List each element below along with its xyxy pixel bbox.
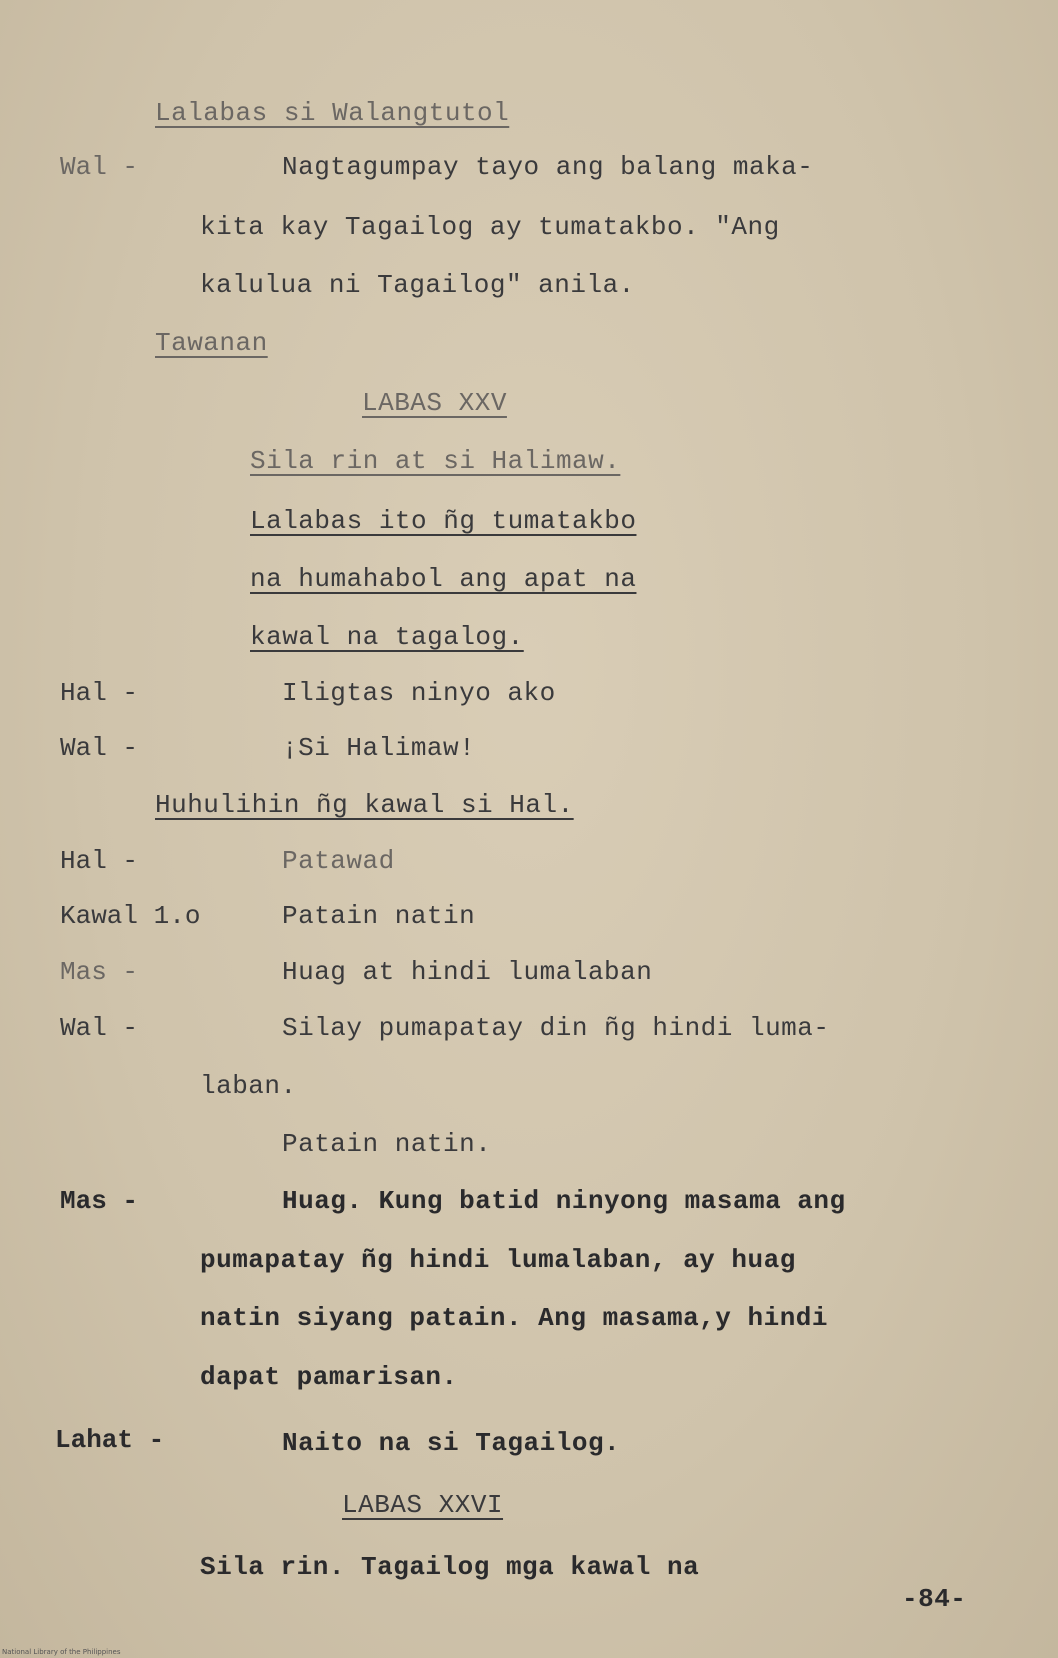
speaker-label: Wal - xyxy=(60,152,139,182)
dialogue-line: natin siyang patain. Ang masama,y hindi xyxy=(200,1303,828,1333)
dialogue-line: Iligtas ninyo ako xyxy=(282,678,556,708)
stage-direction: kawal na tagalog. xyxy=(250,622,524,652)
speaker-label: Wal - xyxy=(60,733,139,763)
dialogue-line: ¡Si Halimaw! xyxy=(282,733,476,763)
stage-direction: Lalabas ito ñg tumatakbo xyxy=(250,506,637,536)
speaker-label: Kawal 1.o xyxy=(60,901,201,931)
speaker-label: Hal - xyxy=(60,678,139,708)
dialogue-line: laban. xyxy=(200,1071,297,1101)
dialogue-line: Patain natin. xyxy=(282,1129,492,1159)
dialogue-line: pumapatay ñg hindi lumalaban, ay huag xyxy=(200,1245,796,1275)
speaker-label: Hal - xyxy=(60,846,139,876)
speaker-label: Lahat - xyxy=(55,1425,165,1455)
dialogue-line: Patawad xyxy=(282,846,395,876)
dialogue-line: Huag. Kung batid ninyong masama ang xyxy=(282,1186,846,1216)
dialogue-line: kalulua ni Tagailog" anila. xyxy=(200,270,635,300)
speaker-label: Mas - xyxy=(60,1186,139,1216)
dialogue-line: Naito na si Tagailog. xyxy=(282,1428,621,1458)
dialogue-line: Huag at hindi lumalaban xyxy=(282,957,653,987)
dialogue-line: Patain natin xyxy=(282,901,476,931)
stage-direction: Tawanan xyxy=(155,328,268,358)
stage-direction: Sila rin at si Halimaw. xyxy=(250,446,621,476)
page-number: -84- xyxy=(902,1584,967,1614)
dialogue-line: dapat pamarisan. xyxy=(200,1362,458,1392)
scene-heading: LABAS XXVI xyxy=(342,1490,504,1520)
speaker-label: Wal - xyxy=(60,1013,139,1043)
dialogue-line: kita kay Tagailog ay tumatakbo. "Ang xyxy=(200,212,780,242)
scene-heading: LABAS XXV xyxy=(362,388,507,418)
speaker-label: Mas - xyxy=(60,957,139,987)
stage-direction: Sila rin. Tagailog mga kawal na xyxy=(200,1552,700,1582)
stage-direction: na humahabol ang apat na xyxy=(250,564,637,594)
dialogue-line: Silay pumapatay din ñg hindi luma- xyxy=(282,1013,830,1043)
library-footer: National Library of the Philippines xyxy=(2,1648,121,1656)
stage-direction: Huhulihin ñg kawal si Hal. xyxy=(155,790,574,820)
stage-direction: Lalabas si Walangtutol xyxy=(155,98,510,128)
dialogue-line: Nagtagumpay tayo ang balang maka- xyxy=(282,152,814,182)
